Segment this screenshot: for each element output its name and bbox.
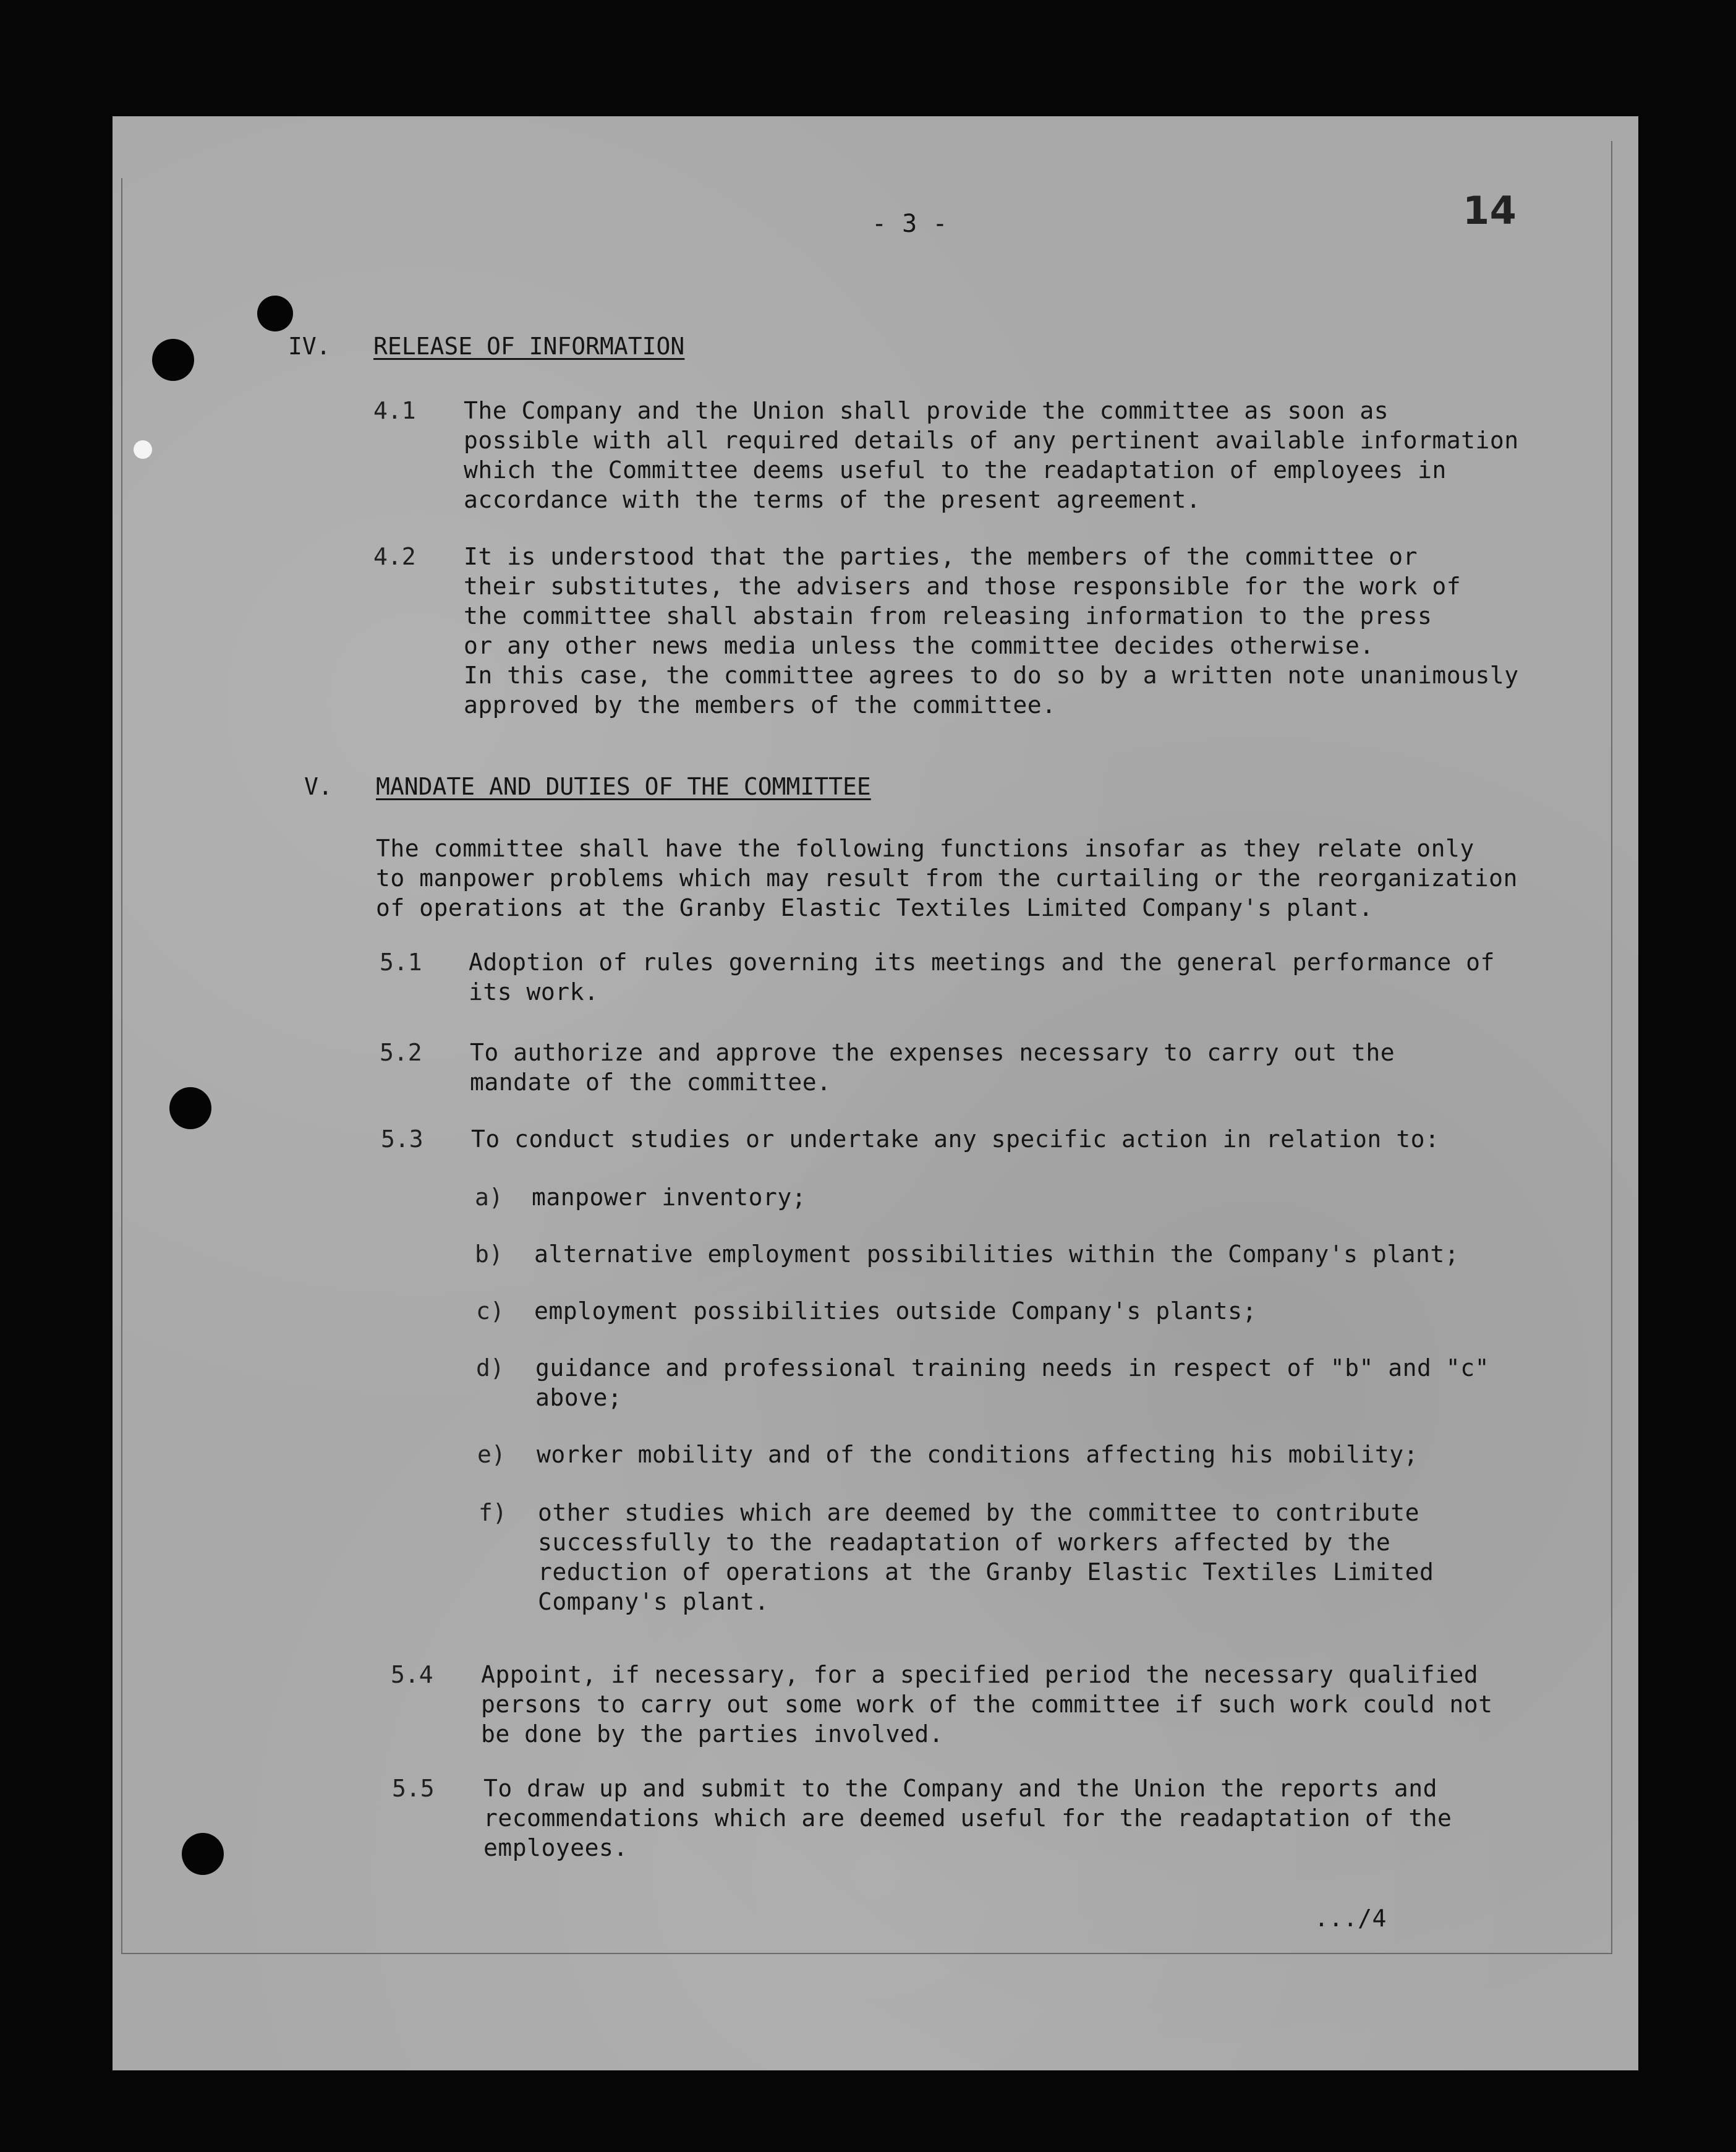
clause-5-1-line: Adoption of rules governing its meetings and the general performance of	[469, 949, 1495, 976]
subitem-a-text	[532, 1182, 806, 1212]
page-marker: - 3 -	[872, 210, 948, 238]
section-v-intro	[376, 834, 1518, 923]
clause-5-2-line: mandate of the committee.	[470, 1069, 832, 1096]
subitem-b-line: alternative employment possibilities within the Company's plant;	[534, 1240, 1460, 1268]
clause-5-5-line: recommendations which are deemed useful for the readaptation of the	[483, 1804, 1452, 1832]
clause-4-2-text	[464, 542, 1519, 720]
subitem-f-line: other studies which are deemed by the committee to contribute	[538, 1499, 1420, 1526]
clause-5-4-number: 5.4	[391, 1661, 433, 1688]
subitem-f-line: reduction of operations at the Granby Elastic Textiles Limited	[538, 1558, 1434, 1586]
subitem-a-letter: a)	[475, 1184, 503, 1211]
section-v-intro-line: to manpower problems which may result from the curtailing or the reorganization	[376, 865, 1518, 892]
page-number: 14	[1463, 188, 1517, 233]
subitem-d-line: guidance and professional training needs in respect of "b" and "c"	[535, 1354, 1489, 1381]
bottom-margin-line	[121, 1953, 1611, 1954]
left-margin-line	[121, 178, 122, 1953]
section-v-heading	[304, 772, 871, 801]
section-v-number: V.	[304, 773, 333, 800]
clause-4-2-line: approved by the members of the committee.	[464, 691, 1057, 719]
subitem-d-text	[535, 1353, 1489, 1412]
clause-5-4-line: persons to carry out some work of the committee if such work could not	[481, 1691, 1493, 1718]
subitem-c-text	[534, 1296, 1257, 1326]
section-iv-number: IV.	[288, 333, 331, 360]
subitem-f-text	[538, 1498, 1434, 1616]
clause-5-3-line: To conduct studies or undertake any specific action in relation to:	[471, 1125, 1440, 1153]
punch-hole-top-inner	[257, 296, 293, 331]
clause-5-5-line: To draw up and submit to the Company and the Union the reports and	[483, 1775, 1437, 1802]
clause-5-3-text	[471, 1124, 1439, 1154]
subitem-f-line: successfully to the readaptation of workers affected by the	[538, 1529, 1391, 1556]
clause-5-5-line: employees.	[483, 1834, 628, 1861]
subitem-f-letter: f)	[479, 1499, 507, 1526]
subitem-c-letter: c)	[476, 1297, 504, 1325]
clause-4-1-text	[464, 396, 1519, 515]
clause-4-1-line: The Company and the Union shall provide the committee as soon as	[464, 397, 1389, 424]
clause-5-1-text	[469, 947, 1495, 1007]
clause-5-2-line: To authorize and approve the expenses necessary to carry out the	[470, 1039, 1395, 1066]
clause-5-4-line: be done by the parties involved.	[481, 1720, 944, 1748]
subitem-c-line: employment possibilities outside Company's plants;	[534, 1297, 1257, 1325]
clause-5-5-text	[483, 1774, 1452, 1863]
clause-5-2-text	[470, 1038, 1395, 1097]
subitem-e-line: worker mobility and of the conditions affecting his mobility;	[537, 1441, 1419, 1468]
section-v-intro-line: of operations at the Granby Elastic Textiles Limited Company's plant.	[376, 894, 1374, 921]
section-iv-heading	[288, 331, 684, 361]
clause-4-2-line: or any other news media unless the committee decides otherwise.	[464, 632, 1374, 659]
subitem-e-text	[537, 1440, 1418, 1469]
clause-4-2-line: the committee shall abstain from releasing information to the press	[464, 602, 1432, 630]
punch-hole-top	[152, 339, 194, 381]
clause-5-4-text	[481, 1660, 1492, 1749]
clause-5-4-line: Appoint, if necessary, for a specified period the necessary qualified	[481, 1661, 1479, 1688]
clause-5-2-number: 5.2	[380, 1039, 422, 1066]
subitem-d-line: above;	[535, 1384, 623, 1411]
clause-4-2-line: In this case, the committee agrees to do so by a written note unanimously	[464, 662, 1519, 689]
subitem-e-letter: e)	[477, 1441, 506, 1468]
paper-page	[113, 116, 1638, 2070]
clause-4-2-line: their substitutes, the advisers and those responsible for the work of	[464, 573, 1462, 600]
clause-4-2-line: It is understood that the parties, the members of the committee or	[464, 543, 1418, 570]
punch-hole-bottom	[182, 1833, 224, 1875]
subitem-d-letter: d)	[476, 1354, 504, 1381]
subitem-f-line: Company's plant.	[538, 1588, 770, 1615]
clause-4-2-number: 4.2	[373, 543, 416, 570]
punch-hole-middle	[169, 1087, 211, 1129]
subitem-b-text	[534, 1239, 1459, 1269]
right-margin-line	[1611, 141, 1612, 1954]
section-v-title: MANDATE AND DUTIES OF THE COMMITTEE	[376, 773, 871, 800]
section-iv-title: RELEASE OF INFORMATION	[373, 333, 685, 360]
clause-4-1-number: 4.1	[373, 397, 416, 424]
clause-5-1-line: its work.	[469, 978, 599, 1006]
punch-hole-mark	[134, 440, 152, 459]
clause-5-3-number: 5.3	[381, 1125, 423, 1153]
clause-5-5-number: 5.5	[392, 1775, 435, 1802]
subitem-b-letter: b)	[475, 1240, 503, 1268]
clause-4-1-line: possible with all required details of any pertinent available information	[464, 427, 1519, 454]
section-v-intro-line: The committee shall have the following functions insofar as they relate only	[376, 835, 1474, 862]
clause-4-1-line: accordance with the terms of the present agreement.	[464, 486, 1201, 513]
clause-4-1-line: which the Committee deems useful to the readaptation of employees in	[464, 456, 1447, 484]
subitem-a-line: manpower inventory;	[532, 1184, 807, 1211]
clause-5-1-number: 5.1	[380, 949, 422, 976]
continuation-marker: .../4	[1314, 1905, 1387, 1932]
